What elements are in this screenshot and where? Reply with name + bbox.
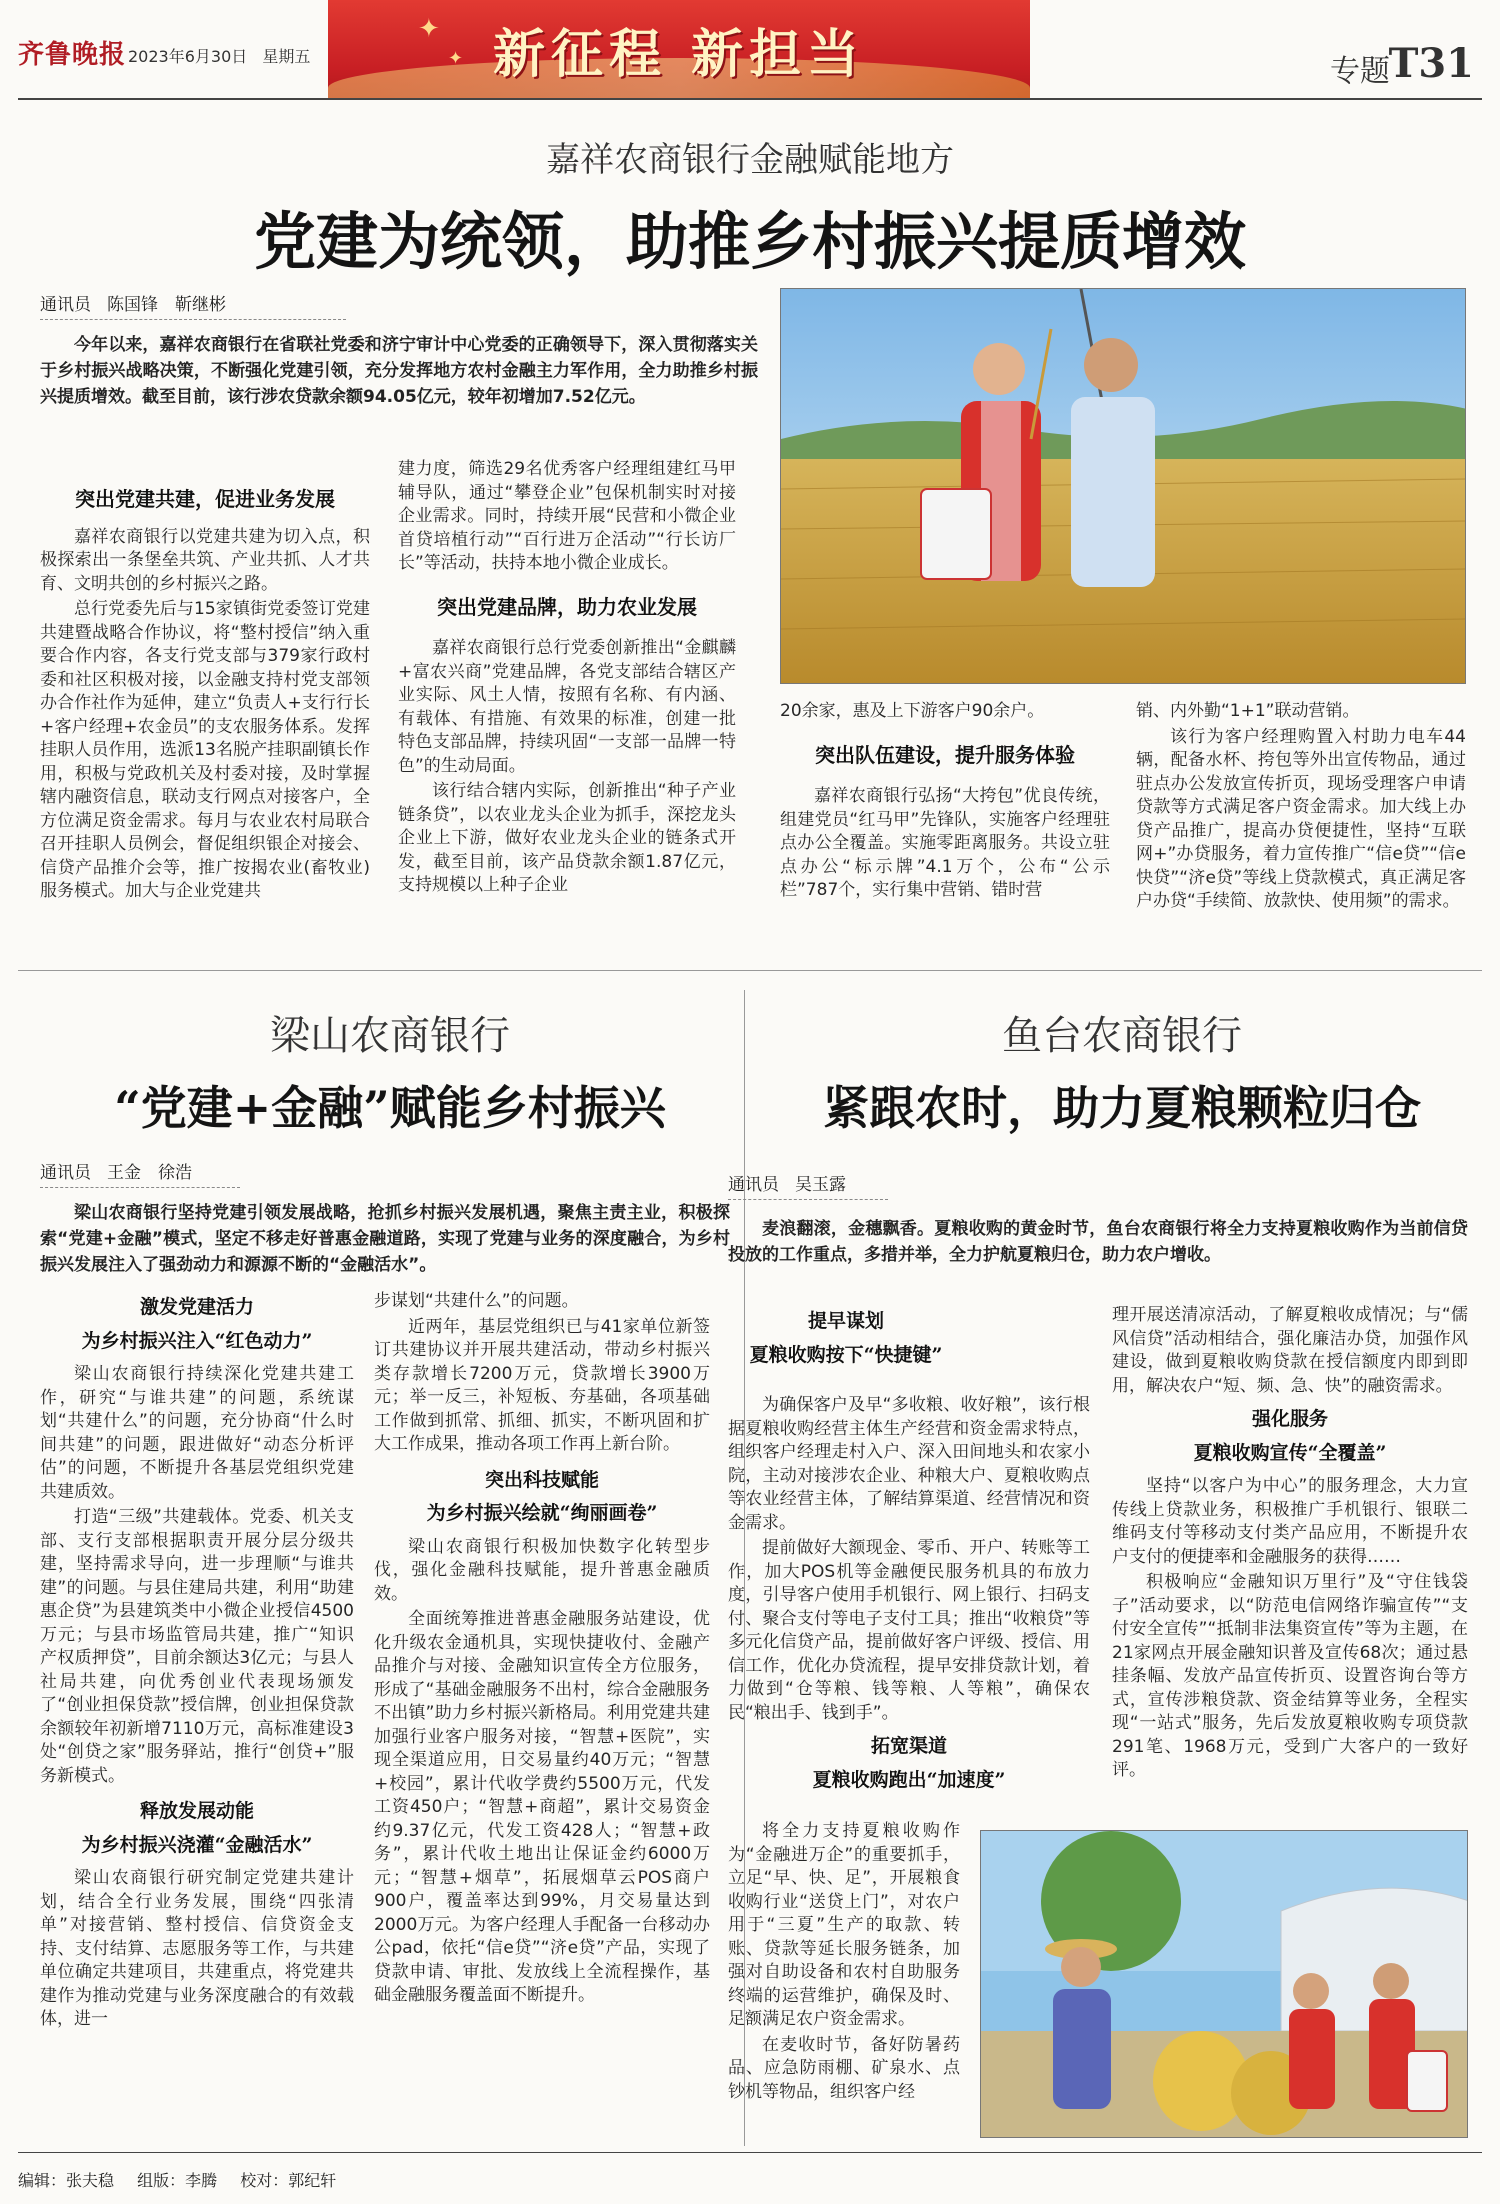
article3-subheading-3a: 强化服务 bbox=[1251, 1408, 1328, 1430]
article2-kicker: 梁山农商银行 bbox=[270, 1013, 510, 1059]
article1-column-2 bbox=[398, 458, 736, 900]
newspaper-logo: 齐鲁晚报 bbox=[18, 40, 127, 70]
article2-column-2 bbox=[374, 1290, 710, 2010]
byline-authors: 吴玉露 bbox=[795, 1175, 846, 1195]
lantern-icon: ✦ bbox=[418, 14, 440, 44]
paragraph: 梁山农商银行积极加快数字化转型步伐，强化金融科技赋能，提升普惠金融质效。 bbox=[374, 1536, 710, 1604]
page-number: T31 bbox=[1388, 40, 1474, 87]
paragraph: 该行为客户经理购置入村助力电车44辆，配备水杯、挎包等外出宣传物品，通过驻点办公发放宣传折页，现场受理客户申请贷款等方式满足客户资金需求。加大线上办贷产品推广，提高办贷便捷性，坚持“互联网+”办贷服务，着力宣传推广“信e贷”“信e快贷”“济e贷”等线上贷款模式，真正满足客户办贷“手续简、放款快、使用频”的需求。 bbox=[1136, 726, 1466, 911]
article1-subheading-1: 突出党建共建，促进业务发展 bbox=[75, 487, 335, 511]
paragraph: 在麦收时节，备好防暑药品、应急防雨棚、矿泉水、点钞机等物品，组织客户经 bbox=[728, 2034, 960, 2102]
paragraph: 梁山农商银行研究制定党建共建计划，结合全行业务发展，围绕“四张清单”对接营销、整村授信、信贷资金支持、支付结算、志愿服务等工作，与共建单位确定共建项目，共建重点，将党建共建作为推动党建与业务深度融合的有效载体，进一 bbox=[40, 1868, 354, 2029]
section-divider bbox=[18, 970, 1482, 971]
date-text: 2023年6月30日 bbox=[128, 47, 248, 66]
article1-subheading-2: 突出党建品牌，助力农业发展 bbox=[437, 594, 697, 619]
byline-label: 通讯员 bbox=[728, 1175, 779, 1195]
wheat-field-photo bbox=[780, 288, 1466, 684]
article3-kicker: 鱼台农商银行 bbox=[1002, 1013, 1242, 1059]
layout-credit: 组版：李腾 bbox=[137, 2171, 218, 2190]
slogan-banner bbox=[328, 0, 1030, 98]
article3-column-1-lower bbox=[728, 1820, 960, 2106]
footer-rule bbox=[18, 2152, 1482, 2153]
article1-column-3 bbox=[780, 700, 1110, 905]
article2-subheading-2a: 释放发展动能 bbox=[139, 1800, 254, 1822]
article2-byline bbox=[40, 1158, 240, 1188]
paragraph: 理开展送清凉活动，了解夏粮收成情况；与“儒风信贷”活动相结合，强化廉洁办贷，加强作风建设，做到夏粮收购贷款在授信额度内即到即用，解决农户“短、频、急、快”的融资需求。 bbox=[1112, 1305, 1468, 1396]
photo-illustration bbox=[781, 289, 1466, 684]
byline-authors: 陈国锋 靳继彬 bbox=[107, 295, 226, 315]
article3-subheading-2b: 夏粮收购跑出“加速度” bbox=[812, 1768, 1006, 1791]
article2-subheading-3a: 突出科技赋能 bbox=[484, 1468, 599, 1491]
article1-column-4 bbox=[1136, 700, 1466, 916]
article3-subheading-3b: 夏粮收购宣传“全覆盖” bbox=[1193, 1441, 1387, 1464]
paragraph: 嘉祥农商银行以党建共建为切入点，积极探索出一条堡垒共筑、产业共抓、人才共育、文明共创的乡村振兴之路。 bbox=[40, 526, 370, 594]
editor-credit: 编辑：张夫稳 bbox=[18, 2171, 115, 2190]
paragraph: 销、内外勤“1+1”联动营销。 bbox=[1136, 701, 1360, 721]
paragraph: 嘉祥农商银行总行党委创新推出“金麒麟+富农兴商”党建品牌，各党支部结合辖区产业实际、风土人情，按照有名称、有内涵、有载体、有措施、有效果的标准，创建一批特色支部品牌，持续巩固“一支部一品牌一特色”的生动局面。 bbox=[398, 638, 736, 776]
byline-label: 通讯员 bbox=[40, 1163, 91, 1183]
banner-slogan: 新征程 新担当 bbox=[492, 24, 866, 85]
paragraph: 积极响应“金融知识万里行”及“守住钱袋子”活动要求，以“防范电信网络诈骗宣传”“支付安全宣传”“抵制非法集资宣传”等为主题，在21家网点开展金融知识普及宣传68次；通过悬挂条幅、发放产品宣传折页、设置咨询台等方式，宣传涉粮贷款、资金结算等业务，全程实现“一站式”服务，先后发放夏粮收购专项贷款291笔、1968万元，受到广大客户的一致好评。 bbox=[1112, 1572, 1468, 1780]
byline-authors: 王金 徐浩 bbox=[107, 1163, 192, 1183]
article2-subheading-1a: 激发党建活力 bbox=[139, 1296, 254, 1318]
article3-lead: 麦浪翻滚，金穗飘香。夏粮收购的黄金时节，鱼台农商银行将全力支持夏粮收购作为当前信贷投放的工作重点，多措并举，全力护航夏粮归仓，助力农户增收。 bbox=[728, 1219, 1468, 1265]
paragraph: 将全力支持夏粮收购作为“金融进万企”的重要抓手，立足“早、快、足”，开展粮食收购行业“送贷上门”，对农户用于“三夏”生产的取款、转账、贷款等延长服务链条，加强对自助设备和农村自助服务终端的运营维护，确保及时、足额满足农户资金需求。 bbox=[728, 1821, 960, 2029]
article3-column-1 bbox=[728, 1304, 964, 1377]
article3-headline: 紧跟农时，助力夏粮颗粒归仓 bbox=[823, 1081, 1421, 1135]
weekday-text: 星期五 bbox=[262, 47, 311, 66]
article3-column-1-body bbox=[728, 1394, 1090, 1802]
paragraph: 梁山农商银行持续深化党建共建工作，研究“与谁共建”的问题，系统谋划“共建什么”的问题，充分协商“什么时间共建”的问题，跟进做好“动态分析评估”的问题，不断提升各基层党组织党建共建质效。 bbox=[40, 1364, 354, 1502]
article2-column-1 bbox=[40, 1290, 354, 2034]
article1-kicker: 嘉祥农商银行金融赋能地方 bbox=[546, 140, 954, 180]
proof-credit: 校对：郭纪轩 bbox=[240, 2171, 337, 2190]
paragraph: 嘉祥农商银行弘扬“大挎包”优良传统，组建党员“红马甲”先锋队，实施客户经理驻点办公全覆盖。实施零距离服务。共设立驻点办公“标示牌”4.1万个，公布“公示栏”787个，实行集中营销、错时营 bbox=[780, 786, 1110, 900]
article2-headline: “党建+金融”赋能乡村振兴 bbox=[114, 1081, 666, 1135]
article3-subheading-2a: 拓宽渠道 bbox=[870, 1735, 947, 1757]
paragraph: 坚持“以客户为中心”的服务理念，大力宣传线上贷款业务，积极推广手机银行、银联二维码支付等移动支付类产品应用，不断提升农户支付的便捷率和金融服务的获得…… bbox=[1112, 1476, 1468, 1567]
paragraph: 建力度，筛选29名优秀客户经理组建红马甲辅导队，通过“攀登企业”包保机制实时对接企业需求。同时，持续开展“民营和小微企业首贷培植行动”“百行进万企活动”“行长访厂长”等活动，扶持本地小微企业成长。 bbox=[398, 459, 736, 573]
masthead-rule bbox=[18, 98, 1482, 100]
paragraph: 全面统筹推进普惠金融服务站建设，优化升级农金通机具，实现快捷收付、金融产品推介与对接、金融知识宣传全方位服务，形成了“基础金融服务不出村，综合金融服务不出镇”助力乡村振兴新格局。利用党建共建加强行业客户服务对接，“智慧+医院”，实现全渠道应用，日交易量约40万元；“智慧+校园”，累计代收学费约5500万元，代发工资450户；“智慧+商超”，累计交易资金约9.37亿元，代发工资428人；“智慧+政务”，累计代收土地出让保证金约6000万元；“智慧+烟草”，拓展烟草云POS商户900户，覆盖率达到99%，月交易量达到2000万元。为客户经理人手配备一台移动办公pad，依托“信e贷”“济e贷”产品，实现了贷款申请、审批、发放线上全流程操作，基础金融服务覆盖面不断提升。 bbox=[374, 1609, 710, 2005]
paragraph: 总行党委先后与15家镇街党委签订党建共建暨战略合作协议，将“整村授信”纳入重要合作内容，各支行党支部与379家行政村委和社区积极对接，以金融支持村党支部领办合作社作为延伸，建立“负责人+支行行长+客户经理+农金员”的支农服务体系。发挥挂职人员作用，选派13名脱产挂职副镇长作用，积极与党政机关及村委对接，及时掌握辖内融资信息，联动支行网点对接客户，全方位满足资金需求。每月与农业农村局联合召开挂职人员例会，督促组织银企对接会、信贷产品推介会等，推广按揭农业(畜牧业)服务模式。加大与企业党建共 bbox=[40, 599, 370, 901]
paragraph: 20余家，惠及上下游客户90余户。 bbox=[780, 701, 1045, 721]
article2-subheading-3b: 为乡村振兴绘就“绚丽画卷” bbox=[426, 1502, 658, 1524]
paragraph: 为确保客户及早“多收粮、收好粮”，该行根据夏粮收购经营主体生产经营和资金需求特点，组织客户经理走村入户、深入田间地头和农家小院，主动对接涉农企业、种粮大户、夏粮收购点等农业经营主体，了解结算渠道、经营情况和资金需求。 bbox=[728, 1395, 1090, 1533]
article1-lead: 今年以来，嘉祥农商银行在省联社党委和济宁审计中心党委的正确领导下，深入贯彻落实关于乡村振兴战略决策，不断强化党建引领，充分发挥地方农村金融主力军作用，全力助推乡村振兴提质增效。截至目前，该行涉农贷款余额94.05亿元，较年初增加7.52亿元。 bbox=[40, 335, 758, 407]
article3-subheading-1a: 提早谋划 bbox=[807, 1310, 884, 1332]
issue-date bbox=[128, 44, 310, 67]
byline-label: 通讯员 bbox=[40, 295, 91, 315]
paragraph: 提前做好大额现金、零币、开户、转账等工作，加大POS机等金融便民服务机具的布放力度，引导客户使用手机银行、网上银行、扫码支付、聚合支付等电子支付工具；推出“收粮贷”等多元化信贷产品，提前做好客户评级、授信、用信工作，优化办贷流程，提早安排贷款计划，着力做到“仓等粮、钱等粮、人等粮”，确保农民“粮出手、钱到手”。 bbox=[728, 1538, 1090, 1723]
article2-subheading-1b: 为乡村振兴注入“红色动力” bbox=[81, 1329, 313, 1352]
paragraph: 近两年，基层党组织已与41家单位新签订共建协议并开展共建活动，带动乡村振兴类存款增长7200万元，贷款增长3900万元；举一反三，补短板、夯基础，各项基础工作做到抓常、抓细、抓实，不断巩固和扩大工作成果，推动各项工作再上新台阶。 bbox=[374, 1316, 710, 1454]
article3-subheading-1b: 夏粮收购按下“快捷键” bbox=[749, 1343, 943, 1366]
section-label: 专题 bbox=[1330, 54, 1390, 89]
credits-footer bbox=[18, 2168, 336, 2191]
article3-byline bbox=[728, 1170, 888, 1200]
article2-lead: 梁山农商银行坚持党建引领发展战略，抢抓乡村振兴发展机遇，聚焦主责主业，积极探索“党建+金融”模式，坚定不移走好普惠金融道路，实现了党建与业务的深度融合，为乡村振兴发展注入了强劲动力和源源不断的“金融活水”。 bbox=[40, 1203, 730, 1275]
paragraph: 步谋划“共建什么”的问题。 bbox=[374, 1291, 579, 1311]
article1-column-1 bbox=[40, 478, 370, 906]
grain-harvest-photo bbox=[980, 1830, 1468, 2138]
article3-column-2 bbox=[1112, 1304, 1468, 1785]
article1-byline bbox=[40, 290, 346, 320]
article1-subheading-3: 突出队伍建设，提升服务体验 bbox=[815, 742, 1075, 767]
photo-illustration bbox=[981, 1831, 1468, 2138]
article1-headline: 党建为统领，助推乡村振兴提质增效 bbox=[253, 205, 1246, 278]
star-icon: ✦ bbox=[448, 48, 464, 69]
paragraph: 该行结合辖内实际，创新推出“种子产业链条贷”，以农业龙头企业为抓手，深挖龙头企业上下游，做好农业龙头企业的链条式开发，截至目前，该产品贷款余额1.87亿元，支持规模以上种子企业 bbox=[398, 781, 736, 895]
article2-subheading-2b: 为乡村振兴浇灌“金融活水” bbox=[81, 1833, 313, 1856]
paragraph: 打造“三级”共建载体。党委、机关支部、支行支部根据职责开展分层分级共建，坚持需求导向，进一步理顺“与谁共建”的问题。与县住建局共建，利用“助建惠企贷”为县建筑类中小微企业授信4500万元；与县市场监管局共建，推广“知识产权质押贷”，目前余额达3亿元；与县人社局共建，向优秀创业代表现场颁发了“创业担保贷款”授信牌，创业担保贷款余额较年初新增7110万元，高标准建设3处“创贷之家”服务驿站，推行“创贷+”服务新模式。 bbox=[40, 1507, 354, 1786]
